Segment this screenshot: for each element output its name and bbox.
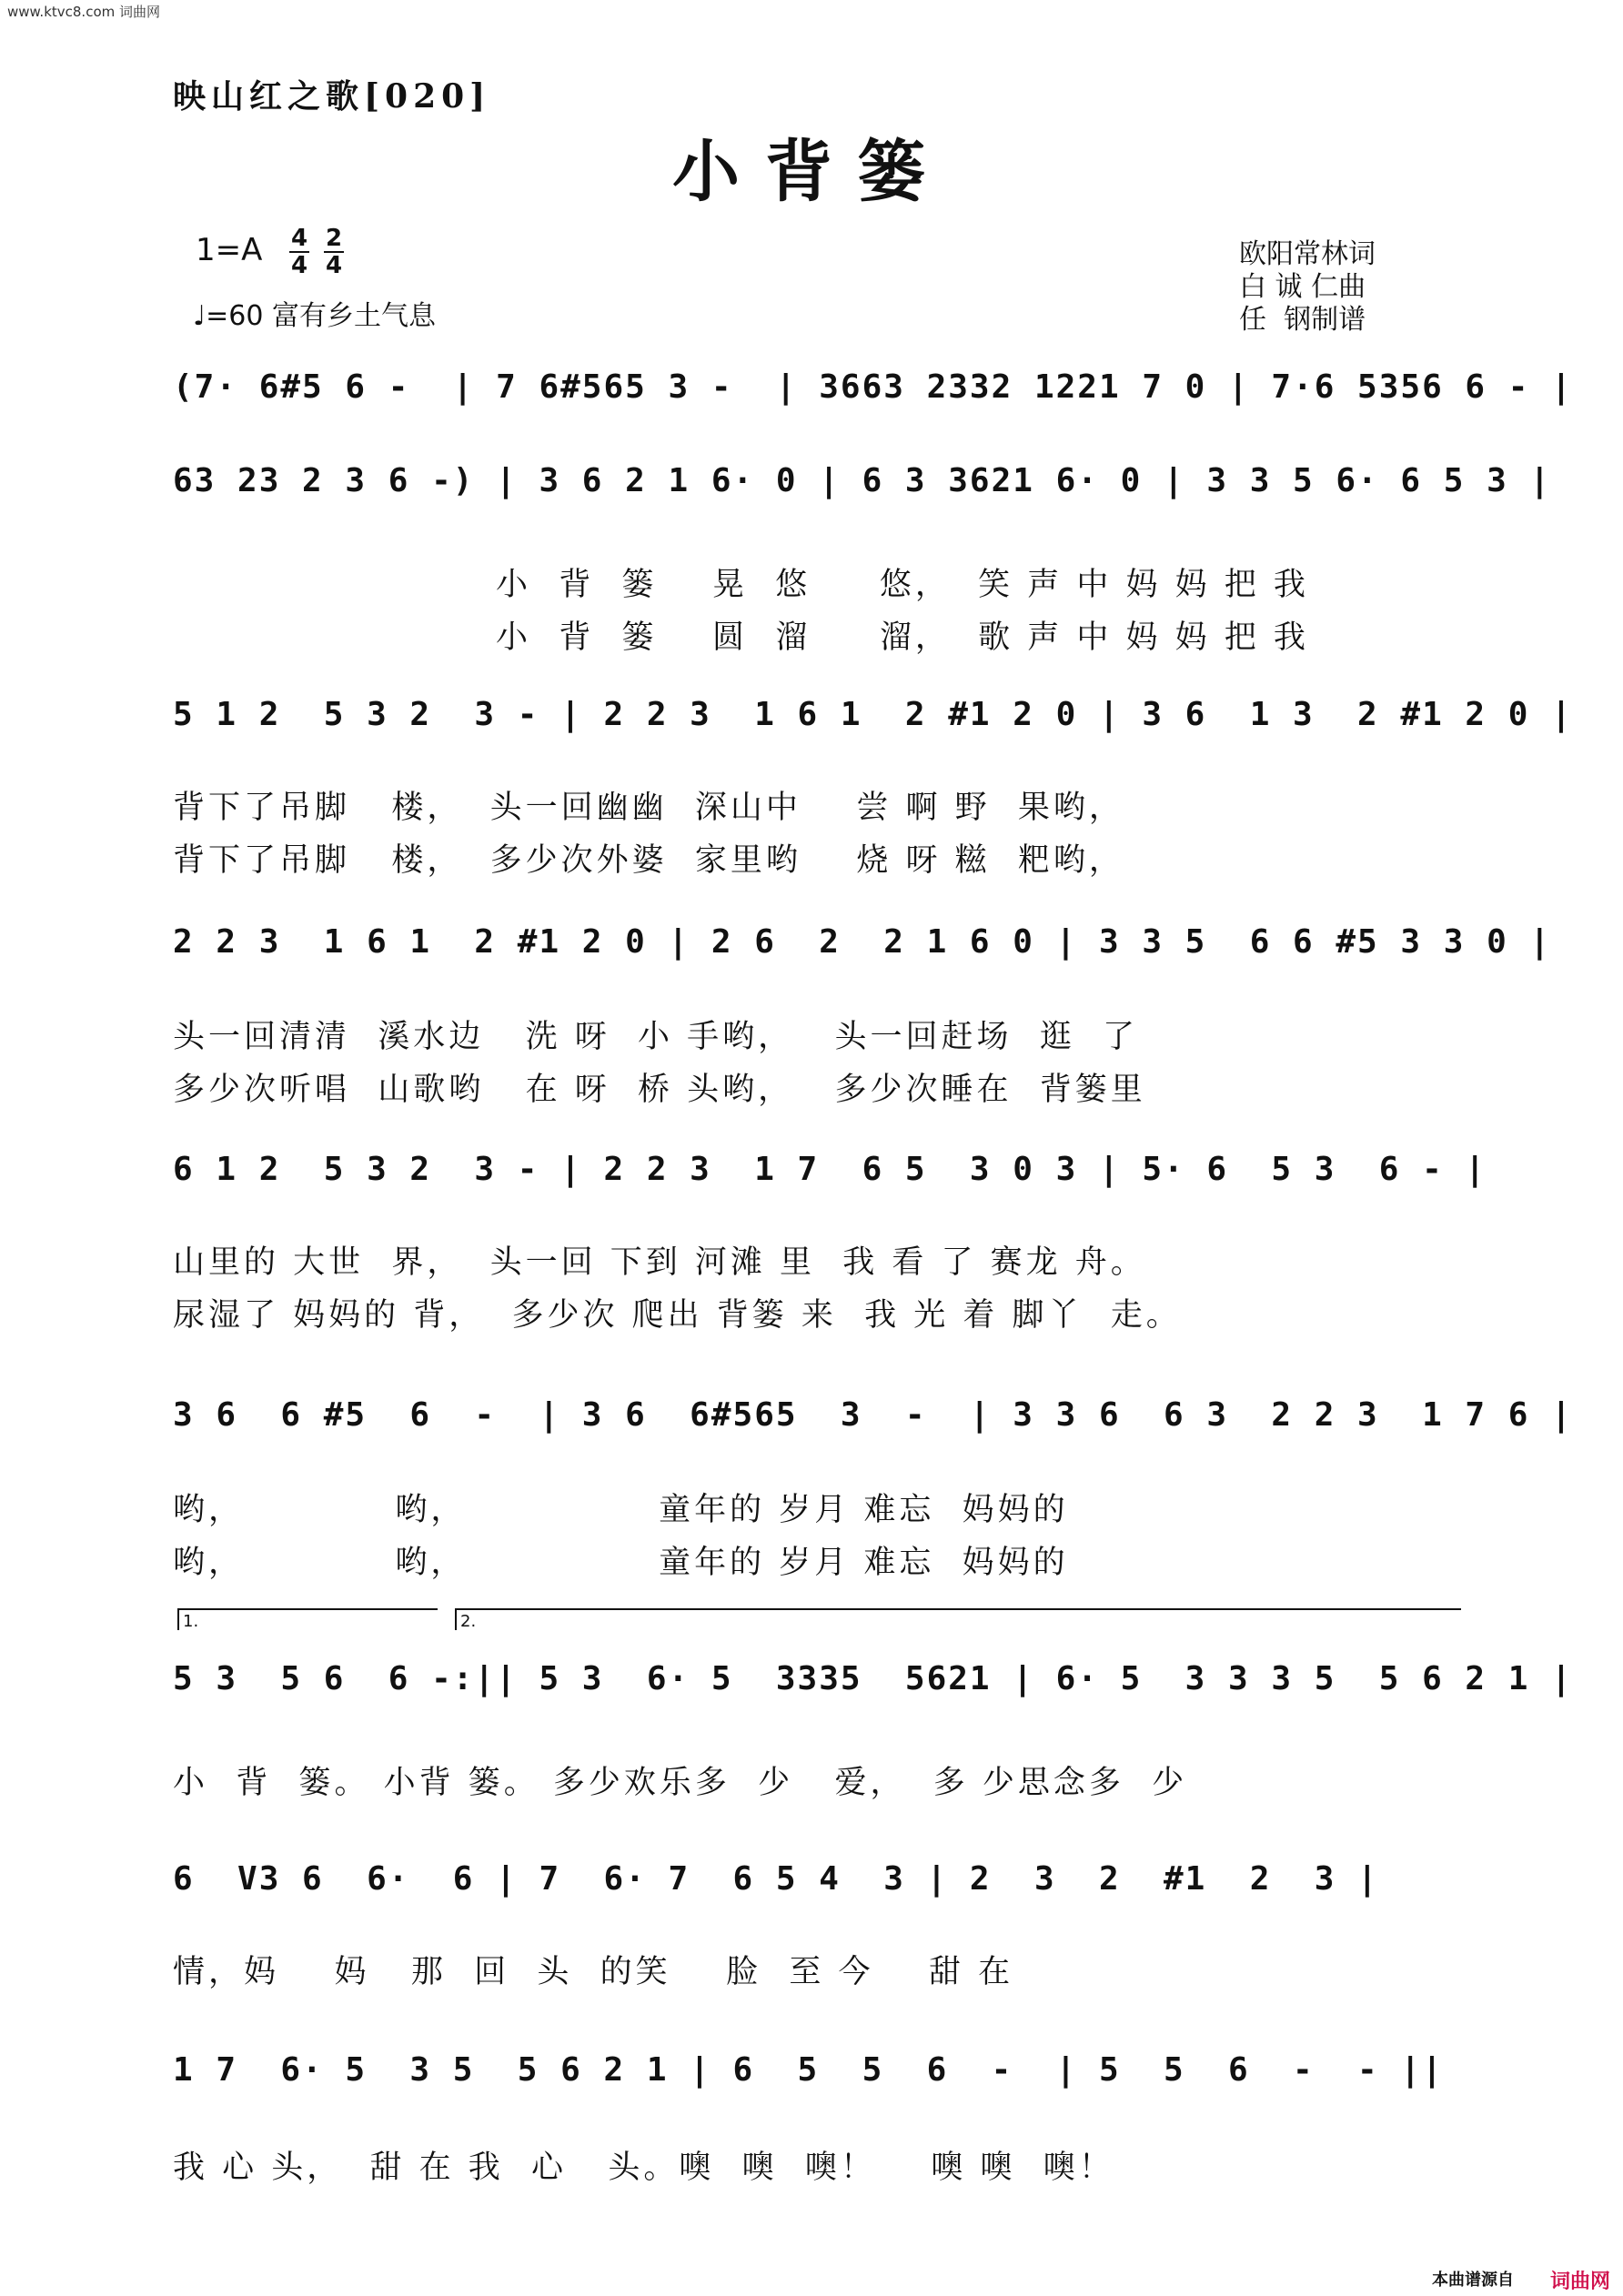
tempo-marking: ♩=60 富有乡土气息 (193, 300, 436, 332)
time-signature-4-4: 4 4 (290, 225, 308, 279)
lyric-line-2a: 小 背 篓 晃 悠 悠， 笑 声 中 妈 妈 把 我 (496, 567, 1309, 603)
lyric-line-4b: 多少次听唱 山歌哟 在 呀 桥 头哟， 多少次睡在 背篓里 (173, 1072, 1146, 1108)
page-title: 小背篓 (672, 133, 951, 211)
notation-line-9: 1 7 6· 5 3 5 5 6 2 1 | 6 5 5 6 - | 5 5 6 - - || (173, 2051, 1444, 2089)
lyric-line-5b: 尿湿了 妈妈的 背， 多少次 爬出 背篓 来 我 光 着 脚丫 走。 (173, 1297, 1182, 1334)
lyric-line-9: 我 心 头， 甜 在 我 心 头。噢 噢 噢！ 噢 噢 噢！ (173, 2150, 1114, 2186)
lyric-line-6b: 哟， 哟， 童年的 岁月 难忘 妈妈的 (173, 1545, 1069, 1581)
lyric-line-6a: 哟， 哟， 童年的 岁月 难忘 妈妈的 (173, 1492, 1069, 1528)
lyric-line-7: 小 背 篓。 小背 篓。 多少欢乐多 少 爱， 多 少思念多 少 (173, 1765, 1188, 1801)
key-signature: 1=A (196, 232, 263, 268)
lyric-line-3b: 背下了吊脚 楼， 多少次外婆 家里哟 烧 呀 糍 粑哟， (173, 842, 1124, 879)
source-note: 本曲谱源自 (1432, 2271, 1514, 2290)
credits (1239, 238, 1376, 337)
notation-line-6: 3 6 6 #5 6 - | 3 6 6#565 3 - | 3 3 6 6 3 2 2 3 1 7 6 | (173, 1396, 1573, 1434)
notation-line-1: (7· 6#5 6 - | 7 6#565 3 - | 3663 2332 1221 7 0 | 7·6 5356 6 - | (173, 368, 1573, 406)
lyric-line-8: 情，妈 妈 那 回 头 的笑 脸 至 今 甜 在 (173, 1954, 1014, 1990)
notation-line-2: 63 23 2 3 6 -) | 3 6 2 1 6· 0 | 6 3 3621 6· 0 | 3 3 5 6· 6 5 3 | (173, 462, 1552, 499)
volta-1: 1. (177, 1608, 438, 1630)
notation-line-5: 6 1 2 5 3 2 3 - | 2 2 3 1 7 6 5 3 0 3 | 5· 6 5 3 6 - | (173, 1151, 1487, 1188)
arranger-credit: 任 钢制谱 (1239, 304, 1366, 336)
volta-2: 2. (455, 1608, 1461, 1630)
notation-line-8: 6 V3 6 6· 6 | 7 6· 7 6 5 4 3 | 2 3 2 #1 2 3 | (173, 1860, 1379, 1898)
lyric-line-5a: 山里的 大世 界， 头一回 下到 河滩 里 我 看 了 赛龙 舟。 (173, 1244, 1146, 1281)
time-signature-2-4: 2 4 (325, 225, 343, 279)
lyric-line-3a: 背下了吊脚 楼， 头一回幽幽 深山中 尝 啊 野 果哟， (173, 790, 1124, 826)
watermark-text: www.ktvc8.com 词曲网 (7, 4, 161, 20)
composer-credit: 白 诚 仁曲 (1239, 271, 1366, 303)
lyric-line-4a: 头一回清清 溪水边 洗 呀 小 手哟， 头一回赶场 逛 了 (173, 1019, 1139, 1055)
notation-line-3: 5 1 2 5 3 2 3 - | 2 2 3 1 6 1 2 #1 2 0 | 3 6 1 3 2 #1 2 0 | (173, 696, 1573, 733)
lyric-line-2b: 小 背 篓 圆 溜 溜， 歌 声 中 妈 妈 把 我 (496, 619, 1309, 656)
series-label: 映山红之歌[020] (173, 77, 491, 116)
notation-line-7: 5 3 5 6 6 -:|| 5 3 6· 5 3335 5621 | 6· 5 3 3 3 5 5 6 2 1 | (173, 1660, 1573, 1697)
lyricist-credit: 欧阳常林词 (1239, 238, 1376, 270)
site-logo: 词曲网 (1549, 2271, 1610, 2293)
notation-line-4: 2 2 3 1 6 1 2 #1 2 0 | 2 6 2 2 1 6 0 | 3 3 5 6 6 #5 3 3 0 | (173, 923, 1552, 961)
